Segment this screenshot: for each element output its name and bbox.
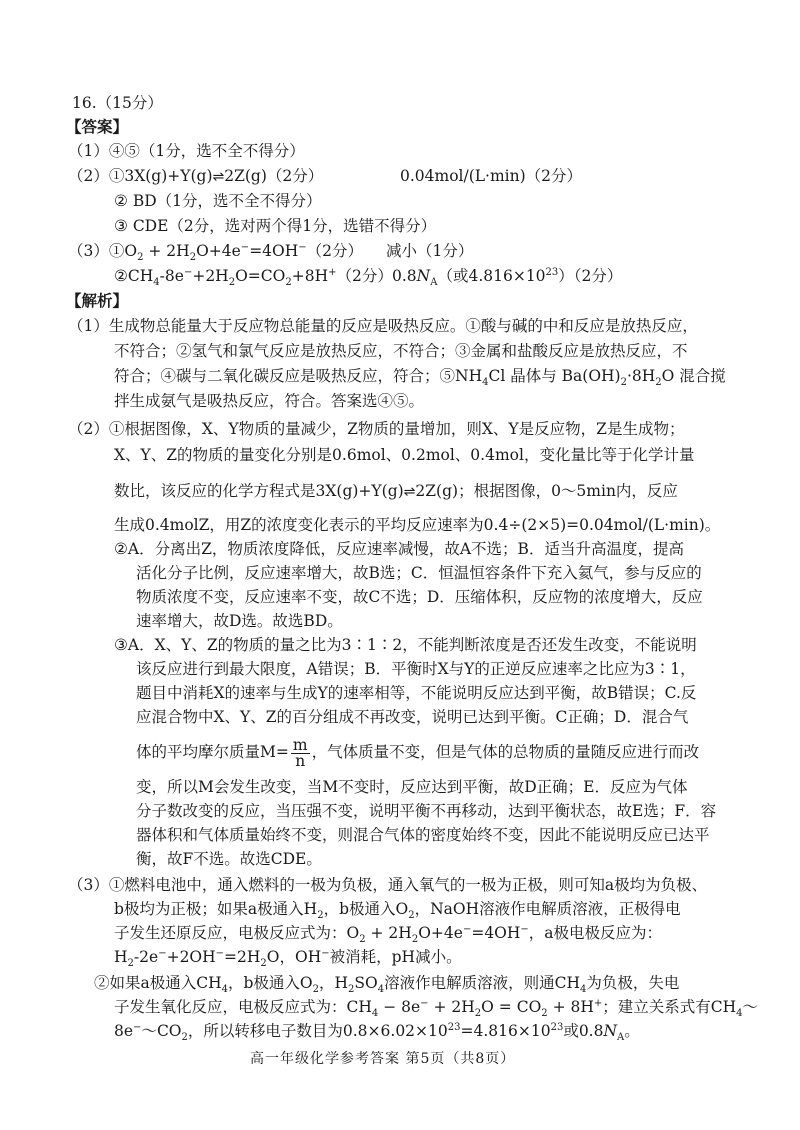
analysis-3-line-4: $H_2-2e^-+2OH^-=2H_2O$，OH−被消耗，pH减小。 — [114, 947, 462, 970]
analysis-3-line-2: b极均为正极；如果a极通入$H_2$，b极通入$O_2$，NaOH溶液作电解质溶液，正极得电 — [114, 900, 681, 922]
analysis-3-2-line-2: 子发生氧化反应，电极反应式为：$CH_4 - 8e^- + 2H_2O = CO_2 + 8H^+$；建立关系式有$CH_4\sim$ — [114, 997, 759, 1020]
analysis-1-line-4: 拌生成氨气是吸热反应，符合。答案选④⑤。 — [114, 392, 425, 410]
answer-3-1: $(3)①O_2 + 2H_2O+4e^-=4OH^-(2$分） — [68, 241, 364, 264]
analysis-3-2-line-3: $8e^-\sim CO_2$，所以转移电子数目为$0.8\times 6.02\times 10^{23}=4.816\times 10^{23}$或$0.8N_A$。 — [114, 1021, 640, 1044]
analysis-1-line-1: （1）生成物总能量大于反应物总能量的反应是吸热反应。①酸与碱的中和反应是放热反应， — [68, 317, 698, 335]
analysis-2-3-line-1: ③A．X、Y、Z的物质的量之比为3∶1∶2，不能判断浓度是否还发生改变，不能说明 — [114, 636, 697, 654]
answer-3-2-electrons: $0.8N_A$（或$4.816\times 10^{23})(2$分） — [392, 266, 623, 289]
answer-2-3: ③ CDE（2分，选对两个得1分，选错不得分） — [114, 217, 437, 235]
analysis-2-line-2: X、Y、Z的物质的量变化分别是0.6mol、0.2mol、0.4mol，变化量比等于化学计量 — [114, 446, 695, 464]
analysis-2-line-4: 生成0.4molZ，用Z的浓度变化表示的平均反应速率为0.4÷(2×5)=0.04mol/(L·min)。 — [114, 516, 721, 534]
answer-2-2: ② BD（1分，选不全不得分） — [114, 192, 322, 210]
analysis-2-2-line-1: ②A．分离出Z，物质浓度降低，反应速率减慢，故A不选；B．适当升高温度，提高 — [114, 540, 684, 558]
question-number: 16.（15分） — [72, 94, 163, 112]
analysis-2-2-line-2: 活化分子比例，反应速率增大，故B选；C．恒温恒容条件下充入氦气，参与反应的 — [136, 564, 702, 582]
analysis-header: 【解析】 — [66, 291, 129, 310]
analysis-3-line-1: （3）①燃料电池中，通入燃料的一极为负极，通入氧气的一极为正极，则可知a极均为负极、 — [68, 876, 708, 894]
analysis-2-2-line-4: 速率增大，故D选。故选BD。 — [136, 612, 343, 630]
fraction-m-over-n: $\frac{m}{n}$ — [292, 735, 308, 770]
analysis-3-line-3: 子发生还原反应，电极反应式为：$O_2 + 2H_2O+4e^-=4OH^-$，a极电极反应为： — [114, 923, 663, 946]
analysis-1-line-3: 符合；④碳与二氧化碳反应是吸热反应，符合；$⑤NH_4Cl$ 晶体与 $Ba(OH)_2\cdot 8H_2O$ 混合搅 — [114, 367, 726, 389]
analysis-1-line-2: 不符合；②氢气和氯气反应是放热反应，不符合；③金属和盐酸反应是放热反应，不 — [114, 342, 688, 360]
answer-header: 【答案】 — [66, 117, 129, 136]
analysis-2-3-line-4: 应混合物中X、Y、Z的百分组成不再改变，说明已达到平衡。C正确；D．混合气 — [136, 708, 689, 726]
analysis-2-3-line-9: 衡，故F不选。故选CDE。 — [136, 850, 322, 868]
analysis-2-3-line-7: 分子数改变的反应，当压强不变，说明平衡不再移动，达到平衡状态，故E选；F．容 — [136, 802, 717, 820]
analysis-2-3-line-6: 变，所以M会发生改变，当M不变时，反应达到平衡，故D正确；E．反应为气体 — [136, 778, 688, 796]
analysis-3-2-line-1: ②如果a极通入$CH_4$，b极通入$O_2$，$H_2SO_4$溶液作电解质溶液，则通$CH_4$为负极，失电 — [94, 974, 680, 996]
page-footer: 高一年级化学参考答案 第5页（共8页） — [250, 1051, 516, 1067]
answer-3-1-ph: 减小（1分） — [386, 242, 474, 260]
analysis-2-line-3: 数比，该反应的化学方程式是3X(g)+Y(g)⇌2Z(g)；根据图像，0～5min内，反应 — [114, 482, 678, 500]
analysis-2-2-line-3: 物质浓度不变，反应速率不变，故C不选；D．压缩体积，反应物的浓度增大，反应 — [136, 588, 703, 606]
analysis-2-3-line-8: 器体积和气体质量始终不变，则混合气体的密度始终不变，因此不能说明反应已达平 — [136, 826, 710, 844]
answer-3-2: $②CH_4-8e^-+2H_2O=CO_2+8H^+(2$分） — [114, 266, 393, 289]
analysis-2-3-line-3: 题目中消耗X的速率与生成Y的速率相等，不能说明反应达到平衡，故B错误；C.反 — [136, 684, 697, 702]
answer-2-1: （2）①3X(g)+Y(g)⇌2Z(g)（2分） — [68, 167, 324, 185]
answer-2-1-rate: 0.04mol/(L·min)（2分） — [400, 167, 583, 185]
answer-1: （1）④⑤（1分，选不全不得分） — [68, 142, 305, 160]
analysis-2-3-line-2: 该反应进行到最大限度，A错误；B．平衡时X与Y的正逆反应速率之比应为3∶1， — [136, 660, 696, 678]
analysis-2-3-line-5: 体的平均摩尔质量M= $\frac{m}{n}$ ，气体质量不变，但是气体的总物质的量随反应进行而改 — [136, 735, 700, 770]
analysis-2-line-1: （2）①根据图像，X、Y物质的量减少，Z物质的量增加，则X、Y是反应物，Z是生成物； — [68, 420, 685, 438]
